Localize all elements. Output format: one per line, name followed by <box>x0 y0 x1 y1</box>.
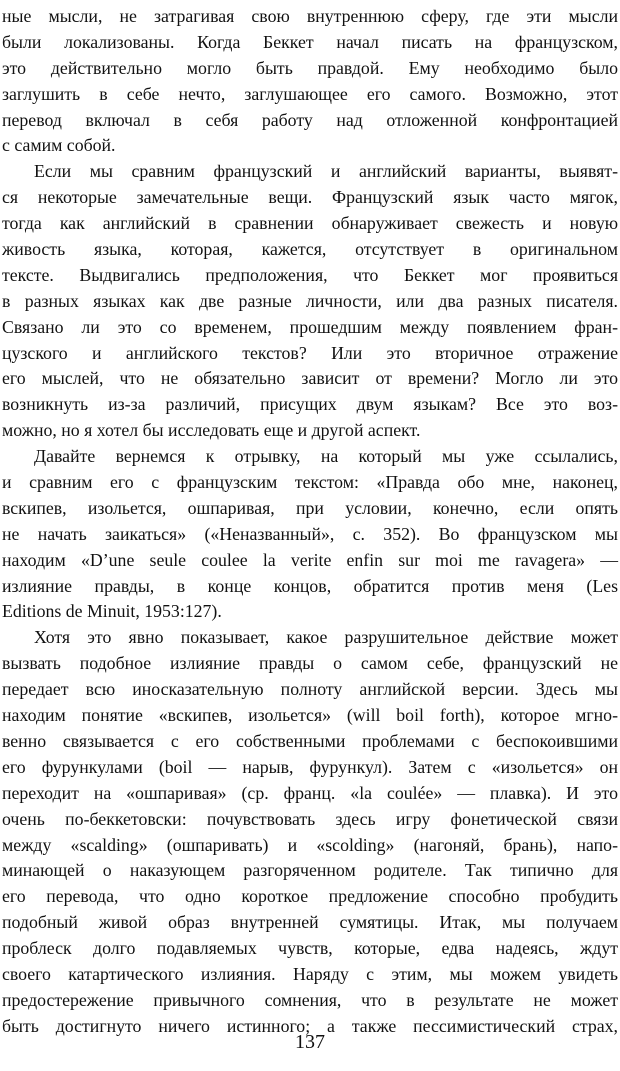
text-line: ные мысли, не затрагивая свою внутреннюю сферу, где эти мысли <box>2 6 618 26</box>
text-line: очень по-беккетовски: почувствовать здесь игру фонетической связи <box>2 808 618 829</box>
text-line: находим понятие «вскипев, изольется» (will boil forth), которое мгно- <box>2 705 618 726</box>
text-line: его фурункулами (boil — нарыв, фурункул). Затем с «изольется» он <box>2 756 618 777</box>
text-line: вызвать подобное излияние правды о самом себе, французский не <box>2 653 618 674</box>
text-line: живость языка, которая, кажется, отсутствует в оригинальном <box>2 239 618 260</box>
text-line: в разных языках как две разные личности, или два разных писателя. <box>2 290 618 311</box>
text-line: были локализованы. Когда Беккет начал писать на французском, <box>2 31 618 52</box>
text-line: предостережение привычного сомнения, что в результате не может <box>2 989 618 1010</box>
text-line: своего катартического излияния. Наряду с этим, мы можем увидеть <box>2 963 618 984</box>
text-line: с самим собой. <box>2 135 116 156</box>
text-line: его мыслей, что не обязательно зависит от времени? Могло ли это <box>2 368 618 389</box>
text-line: Если мы сравним французский и английский варианты, выявят- <box>34 161 618 182</box>
text-line: и сравним его с французским текстом: «Правда обо мне, наконец, <box>2 472 618 493</box>
text-line: передает всю иносказательную полноту английской версии. Здесь мы <box>2 679 618 700</box>
text-line: минающей о наказующем разгоряченном родителе. Так типично для <box>2 860 618 881</box>
text-line: тексте. Выдвигались предположения, что Беккет мог проявиться <box>2 264 618 285</box>
text-line: проблеск долго подавляемых чувств, которые, едва надеясь, ждут <box>2 938 618 959</box>
text-line: возникнуть из-за различий, присущих двум языкам? Все это воз- <box>2 394 618 415</box>
text-line: Связано ли это со временем, прошедшим между появлением фран- <box>2 316 618 337</box>
text-line: Хотя это явно показывает, какое разрушительное действие может <box>34 627 618 648</box>
text-line: тогда как английский в сравнении обнаруживает свежесть и новую <box>2 213 618 234</box>
text-line: заглушить в себе нечто, заглушающее его самого. Возможно, этот <box>2 83 618 104</box>
text-line: между «scalding» (ошпаривать) и «scolding» (нагоняй, брань), напо- <box>2 834 618 855</box>
page-number: 137 <box>295 1031 325 1053</box>
text-line: это действительно могло быть правдой. Ему необходимо было <box>2 57 618 78</box>
text-line: излияние правды, в конце концов, обратится против меня (Les <box>2 575 618 596</box>
text-line: не начать заикаться» («Неназванный», с. 352). Во французском мы <box>2 523 618 544</box>
text-line: переходит на «ошпаривая» (ср. франц. «la coulée» — плавка). И это <box>2 782 618 803</box>
text-line: Editions de Minuit, 1953:127). <box>2 601 222 622</box>
text-line: Давайте вернемся к отрывку, на который мы уже ссылались, <box>34 446 618 467</box>
text-line: венно связывается с его собственными проблемами с беспокоившими <box>2 730 618 751</box>
text-line: ся некоторые замечательные вещи. Французский язык часто мягок, <box>2 187 618 208</box>
text-line: подобный живой образ внутренней сумятицы. Итак, мы получаем <box>2 912 618 933</box>
text-line: цузского и английского текстов? Или это вторичное отражение <box>2 342 618 363</box>
body-text <box>2 4 618 1040</box>
text-line: можно, но я хотел бы исследовать еще и другой аспект. <box>2 420 421 441</box>
text-line: перевод включал в себя работу над отложенной конфронтацией <box>2 109 618 130</box>
text-line: его перевода, что одно короткое предложение способно пробудить <box>2 886 618 907</box>
text-line: находим «D’une seule coulee la verite enfin sur moi me ravagera» — <box>2 549 618 570</box>
text-line: быть достигнуто ничего истинного; а также пессимистический страх, <box>2 1015 618 1036</box>
text-line: вскипев, изольется, ошпаривая, при условии, конечно, если опять <box>2 497 618 518</box>
